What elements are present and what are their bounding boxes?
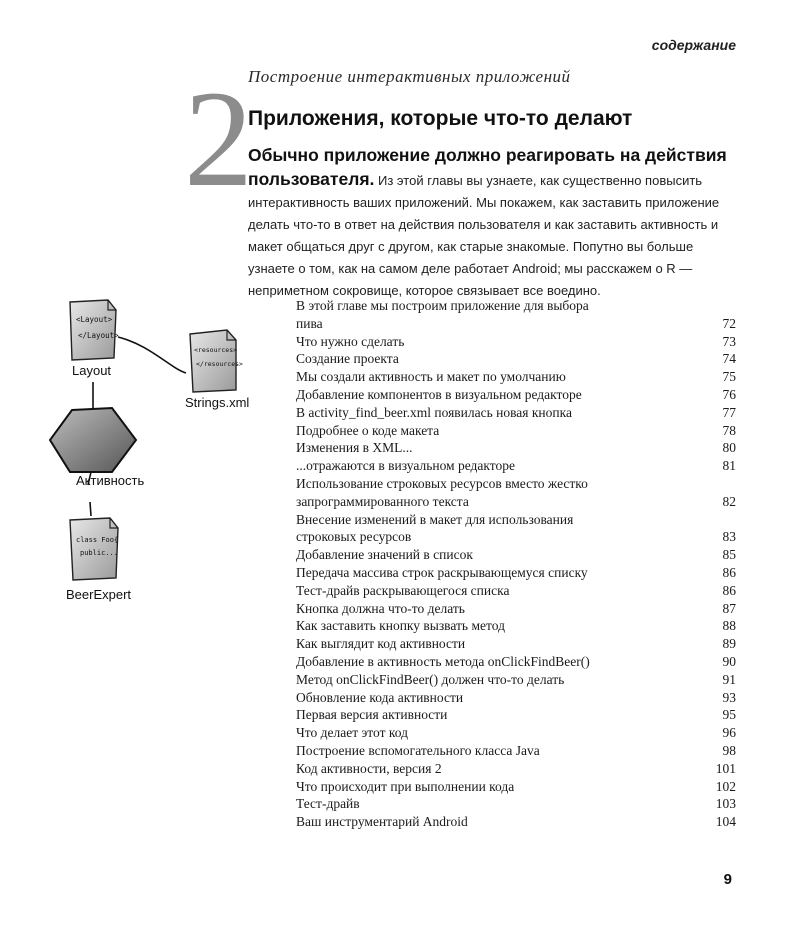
- toc-entry-page: 90: [722, 653, 736, 669]
- toc-entry-title: Что происходит при выполнении кода: [296, 778, 515, 794]
- toc-entry-title: ...отражаются в визуальном редакторе: [296, 458, 515, 474]
- toc-entry[interactable]: [296, 546, 736, 564]
- toc-entry-title: Обновление кода активности: [296, 689, 464, 705]
- beerexpert-label: BeerExpert: [66, 587, 132, 602]
- toc-entry-title: Тест-драйв: [296, 796, 360, 812]
- toc-entry-title: Первая версия активности: [296, 707, 448, 723]
- toc-entry[interactable]: [296, 617, 736, 635]
- layout-label: Layout: [72, 363, 112, 378]
- toc-entry-page: 102: [715, 778, 736, 794]
- toc-entry-title: Внесение изменений в макет для использования строковых ресурсов: [296, 511, 574, 545]
- toc-entry-page: 104: [715, 814, 736, 830]
- expert-doc-line2: public...: [80, 549, 118, 557]
- toc-entry[interactable]: [296, 582, 736, 600]
- toc-entry[interactable]: [296, 760, 736, 778]
- toc-entry[interactable]: [296, 635, 736, 653]
- toc-entry-title: Подробнее о коде макета: [296, 422, 440, 438]
- toc-entry-title: Изменения в XML...: [296, 440, 413, 456]
- toc-entry-page: 77: [722, 404, 736, 420]
- toc-entry[interactable]: [296, 297, 736, 333]
- toc-entry[interactable]: [296, 350, 736, 368]
- toc-entry-page: 80: [722, 440, 736, 456]
- beerexpert-document-icon: [70, 518, 118, 580]
- toc-entry[interactable]: [296, 778, 736, 796]
- toc-entry-title: Что делает этот код: [296, 725, 408, 741]
- toc-entry[interactable]: [296, 475, 736, 511]
- toc-entry[interactable]: [296, 333, 736, 351]
- connector-layout-strings: [118, 337, 186, 373]
- toc-entry-page: 86: [722, 564, 736, 580]
- toc-entry-page: 74: [722, 351, 736, 367]
- toc-entry-page: 76: [722, 386, 736, 402]
- strings-document-icon: [190, 330, 243, 392]
- table-of-contents: [296, 297, 736, 831]
- toc-entry-page: 85: [722, 547, 736, 563]
- toc-entry-page: 78: [722, 422, 736, 438]
- toc-entry-page: 95: [722, 707, 736, 723]
- intro-body: Из этой главы вы узнаете, как существенно повысить интерактивность ваших приложений. Мы покажем, как заставить приложение делать что-то в ответ на действия пользователя и как заставить активность и макет общаться друг с другом, как старые знакомые. Попутно вы больше узнаете о том, как на самом деле работает Android; мы расскажем о R — неприметном сокровище, которое связывает все воедино.: [248, 173, 720, 298]
- toc-entry-page: 82: [722, 493, 736, 509]
- toc-entry-page: 89: [722, 636, 736, 652]
- page-number: 9: [723, 871, 732, 888]
- strings-label: Strings.xml: [185, 395, 250, 410]
- toc-entry-page: 98: [722, 742, 736, 758]
- toc-entry[interactable]: [296, 724, 736, 742]
- chapter-title: Приложения, которые что-то делают: [248, 107, 633, 130]
- toc-entry[interactable]: [296, 404, 736, 422]
- toc-entry-title: Добавление в активность метода onClickFindBeer(): [296, 653, 590, 669]
- toc-entry[interactable]: [296, 457, 736, 475]
- toc-entry-page: 103: [715, 796, 736, 812]
- connector-activity-expert: [90, 502, 91, 516]
- strings-doc-close-tag: </resources>: [196, 360, 243, 368]
- toc-entry[interactable]: [296, 386, 736, 404]
- toc-entry[interactable]: [296, 813, 736, 831]
- toc-entry-page: 75: [722, 369, 736, 385]
- layout-document-icon: [70, 300, 119, 360]
- toc-entry[interactable]: [296, 368, 736, 386]
- toc-entry-page: 101: [715, 760, 736, 776]
- layout-doc-open-tag: <Layout>: [76, 315, 113, 324]
- layout-doc-close-tag: </Layout>: [78, 331, 119, 340]
- toc-entry[interactable]: [296, 706, 736, 724]
- toc-entry[interactable]: [296, 564, 736, 582]
- toc-entry-title: Кнопка должна что-то делать: [296, 600, 465, 616]
- intro-lead: Обычно приложение должно реагировать на действия пользователя.: [248, 145, 727, 189]
- running-header: содержание: [651, 37, 736, 53]
- toc-entry-title: В activity_find_beer.xml появилась новая кнопка: [296, 404, 572, 420]
- toc-entry-page: 93: [722, 689, 736, 705]
- app-structure-diagram: [0, 290, 280, 620]
- toc-entry-title: Что нужно сделать: [296, 333, 405, 349]
- toc-entry[interactable]: [296, 600, 736, 618]
- toc-entry-title: В этой главе мы построим приложение для выбора пива: [296, 298, 589, 331]
- toc-entry-title: Как заставить кнопку вызвать метод: [296, 618, 505, 634]
- toc-entry-title: Ваш инструментарий Android: [296, 814, 468, 830]
- toc-entry-title: Создание проекта: [296, 351, 399, 367]
- toc-entry-title: Передача массива строк раскрывающемуся списку: [296, 564, 588, 580]
- strings-doc-open-tag: <resources>: [194, 346, 238, 354]
- chapter-number: 2: [184, 62, 253, 215]
- toc-entry-page: 83: [722, 529, 736, 545]
- expert-doc-line1: class Foo{: [76, 536, 119, 544]
- toc-entry-title: Мы создали активность и макет по умолчанию: [296, 369, 566, 385]
- toc-entry-page: 96: [722, 725, 736, 741]
- toc-entry-title: Код активности, версия 2: [296, 760, 442, 776]
- toc-entry[interactable]: [296, 795, 736, 813]
- toc-entry-page: 86: [722, 582, 736, 598]
- toc-entry-page: 72: [722, 315, 736, 331]
- toc-entry-page: 81: [722, 458, 736, 474]
- toc-entry-title: Построение вспомогательного класса Java: [296, 742, 540, 758]
- toc-entry-page: 73: [722, 333, 736, 349]
- toc-entry-title: Метод onClickFindBeer() должен что-то делать: [296, 671, 565, 687]
- toc-entry-page: 91: [722, 671, 736, 687]
- chapter-kicker: Построение интерактивных приложений: [248, 67, 571, 86]
- activity-label: Активность: [76, 473, 145, 488]
- toc-entry[interactable]: [296, 742, 736, 760]
- chapter-intro: [248, 144, 738, 302]
- activity-hexagon-icon: [50, 408, 136, 472]
- toc-entry-title: Тест-драйв раскрывающегося списка: [296, 582, 510, 598]
- toc-entry-title: Как выглядит код активности: [296, 636, 466, 652]
- toc-entry[interactable]: [296, 689, 736, 707]
- toc-entry[interactable]: [296, 439, 736, 457]
- toc-entry-title: Добавление значений в список: [296, 547, 473, 563]
- toc-entry-page: 88: [722, 618, 736, 634]
- toc-entry[interactable]: [296, 653, 736, 671]
- diagram-graphics: [0, 290, 280, 620]
- toc-entry[interactable]: [296, 511, 736, 547]
- toc-entry-title: Использование строковых ресурсов вместо жестко запрограммированного текста: [296, 475, 588, 509]
- toc-entry[interactable]: [296, 422, 736, 440]
- toc-entry[interactable]: [296, 671, 736, 689]
- toc-entry-title: Добавление компонентов в визуальном редакторе: [296, 386, 582, 402]
- toc-entry-page: 87: [722, 600, 736, 616]
